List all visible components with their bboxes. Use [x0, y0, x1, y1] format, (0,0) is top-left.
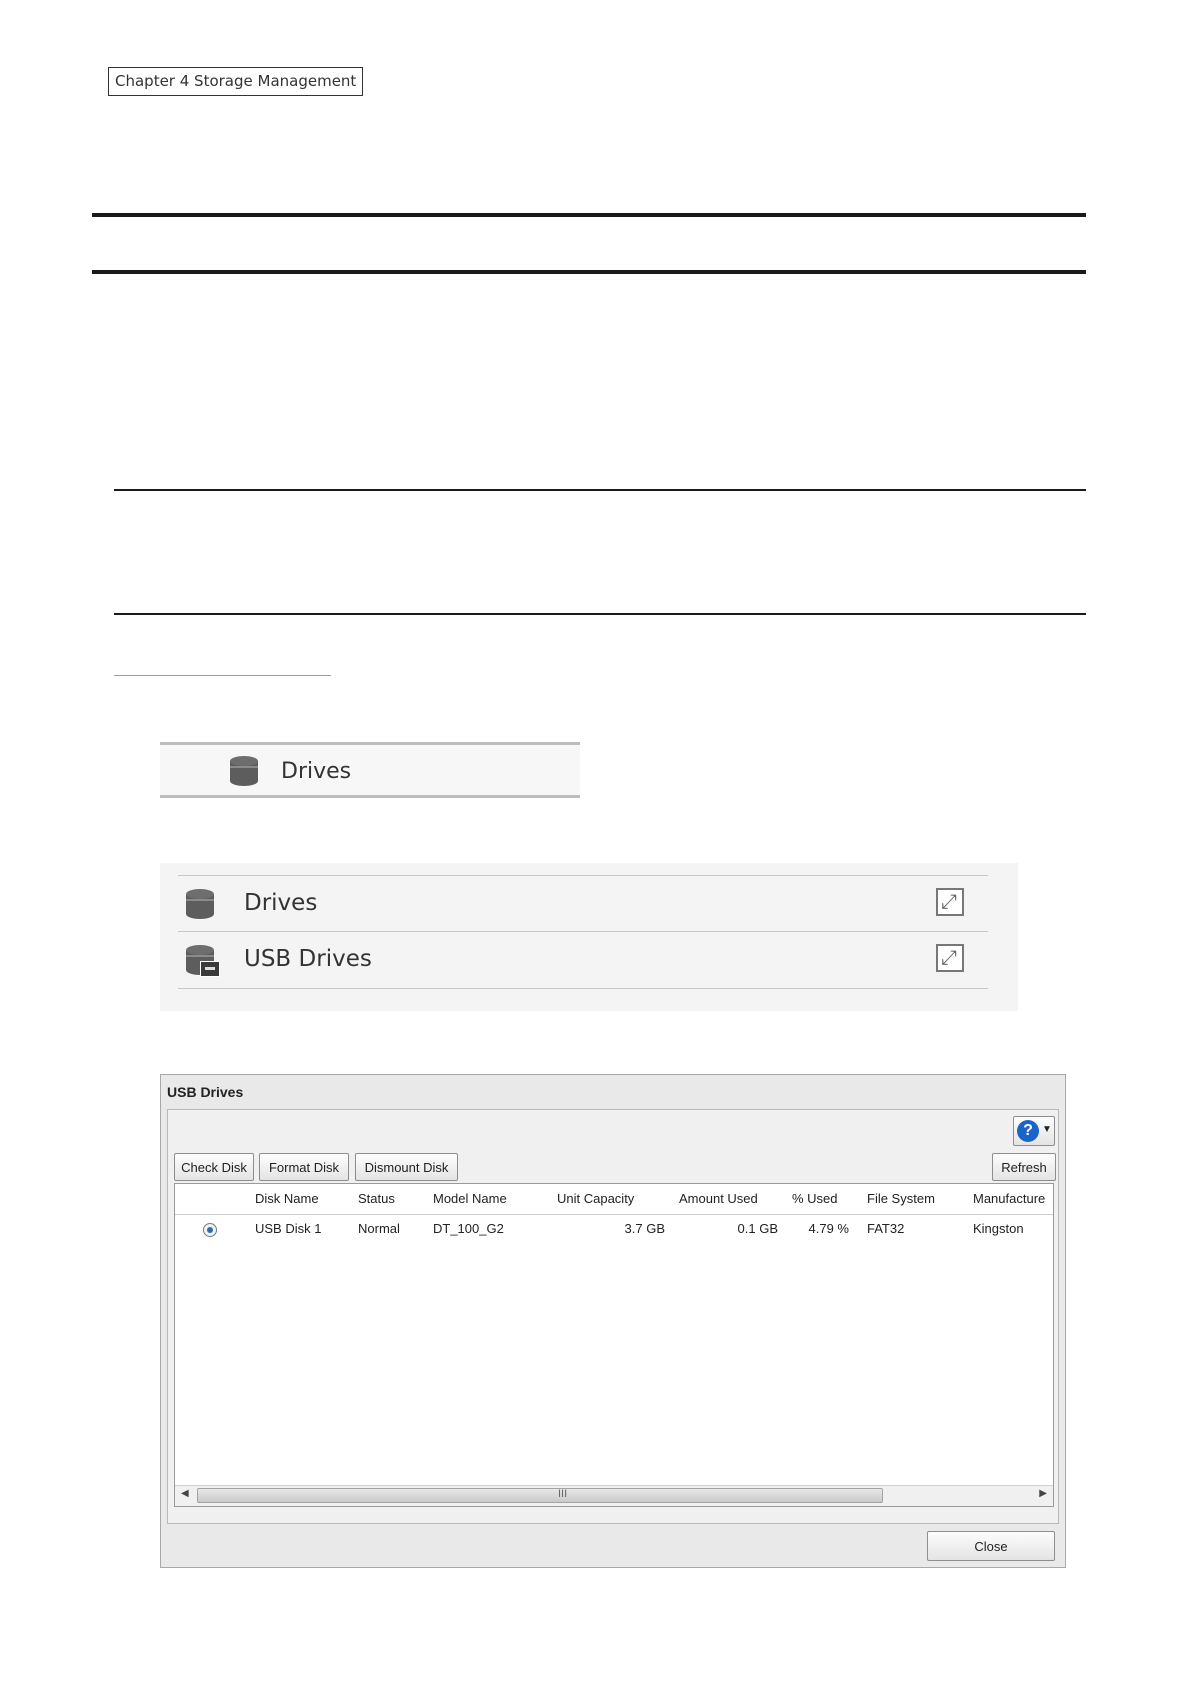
help-icon: ?	[1017, 1120, 1039, 1142]
scroll-right-icon[interactable]: ▶	[1039, 1488, 1047, 1499]
column-header[interactable]: Amount Used	[679, 1191, 758, 1206]
horizontal-scrollbar[interactable]	[175, 1485, 1053, 1506]
disk-name-cell: USB Disk 1	[255, 1221, 322, 1236]
section-rule-bottom	[114, 613, 1086, 615]
usb-disk-table	[174, 1183, 1054, 1507]
column-header[interactable]: % Used	[792, 1191, 838, 1206]
table-header	[175, 1184, 1053, 1215]
drives-submenu	[160, 863, 1018, 1011]
scroll-grip: III	[558, 1488, 568, 1500]
expand-icon[interactable]: ⤢	[936, 888, 964, 916]
dialog-title: USB Drives	[167, 1084, 244, 1100]
row-select-radio[interactable]	[203, 1223, 217, 1237]
submenu-item-drives[interactable]	[178, 875, 988, 932]
heading-rule-top	[92, 213, 1086, 217]
status-cell: Normal	[358, 1221, 400, 1236]
link-underline	[114, 675, 331, 676]
drive-icon	[230, 756, 258, 786]
column-header[interactable]: Status	[358, 1191, 395, 1206]
scroll-left-icon[interactable]: ◀	[181, 1488, 189, 1499]
check-disk-button[interactable]: Check Disk	[174, 1153, 254, 1181]
refresh-button[interactable]: Refresh	[992, 1153, 1056, 1181]
table-row[interactable]	[175, 1215, 1053, 1243]
scrollbar-thumb[interactable]	[197, 1488, 883, 1503]
manufacturer-cell: Kingston	[973, 1221, 1024, 1236]
drives-label: Drives	[281, 759, 352, 784]
usb-drive-icon	[186, 945, 214, 975]
submenu-item-label: Drives	[244, 890, 318, 916]
column-header[interactable]: Unit Capacity	[557, 1191, 635, 1206]
format-disk-button[interactable]: Format Disk	[259, 1153, 349, 1181]
column-header[interactable]: Model Name	[433, 1191, 507, 1206]
column-header[interactable]: File System	[867, 1191, 935, 1206]
drive-icon	[186, 889, 214, 919]
caret-down-icon: ▼	[1042, 1124, 1052, 1135]
drives-menu-item[interactable]	[160, 742, 580, 798]
help-button[interactable]	[1013, 1116, 1055, 1146]
heading-rule-bottom	[92, 270, 1086, 274]
file-system-cell: FAT32	[867, 1221, 905, 1236]
close-button[interactable]: Close	[927, 1531, 1055, 1561]
pct-used-cell: 4.79 %	[808, 1221, 849, 1236]
column-header[interactable]: Manufacture	[973, 1191, 1046, 1206]
section-rule-top	[114, 489, 1086, 491]
chapter-label: Chapter 4 Storage Management	[108, 67, 363, 96]
dismount-disk-button[interactable]: Dismount Disk	[355, 1153, 458, 1181]
model-cell: DT_100_G2	[433, 1221, 504, 1236]
column-header[interactable]: Disk Name	[255, 1191, 319, 1206]
capacity-cell: 3.7 GB	[624, 1221, 665, 1236]
dialog-content	[167, 1109, 1059, 1524]
submenu-item-label: USB Drives	[244, 946, 372, 972]
usb-drives-dialog	[160, 1074, 1066, 1568]
expand-icon[interactable]: ⤢	[936, 944, 964, 972]
submenu-item-usb-drives[interactable]	[178, 931, 988, 989]
used-cell: 0.1 GB	[737, 1221, 778, 1236]
